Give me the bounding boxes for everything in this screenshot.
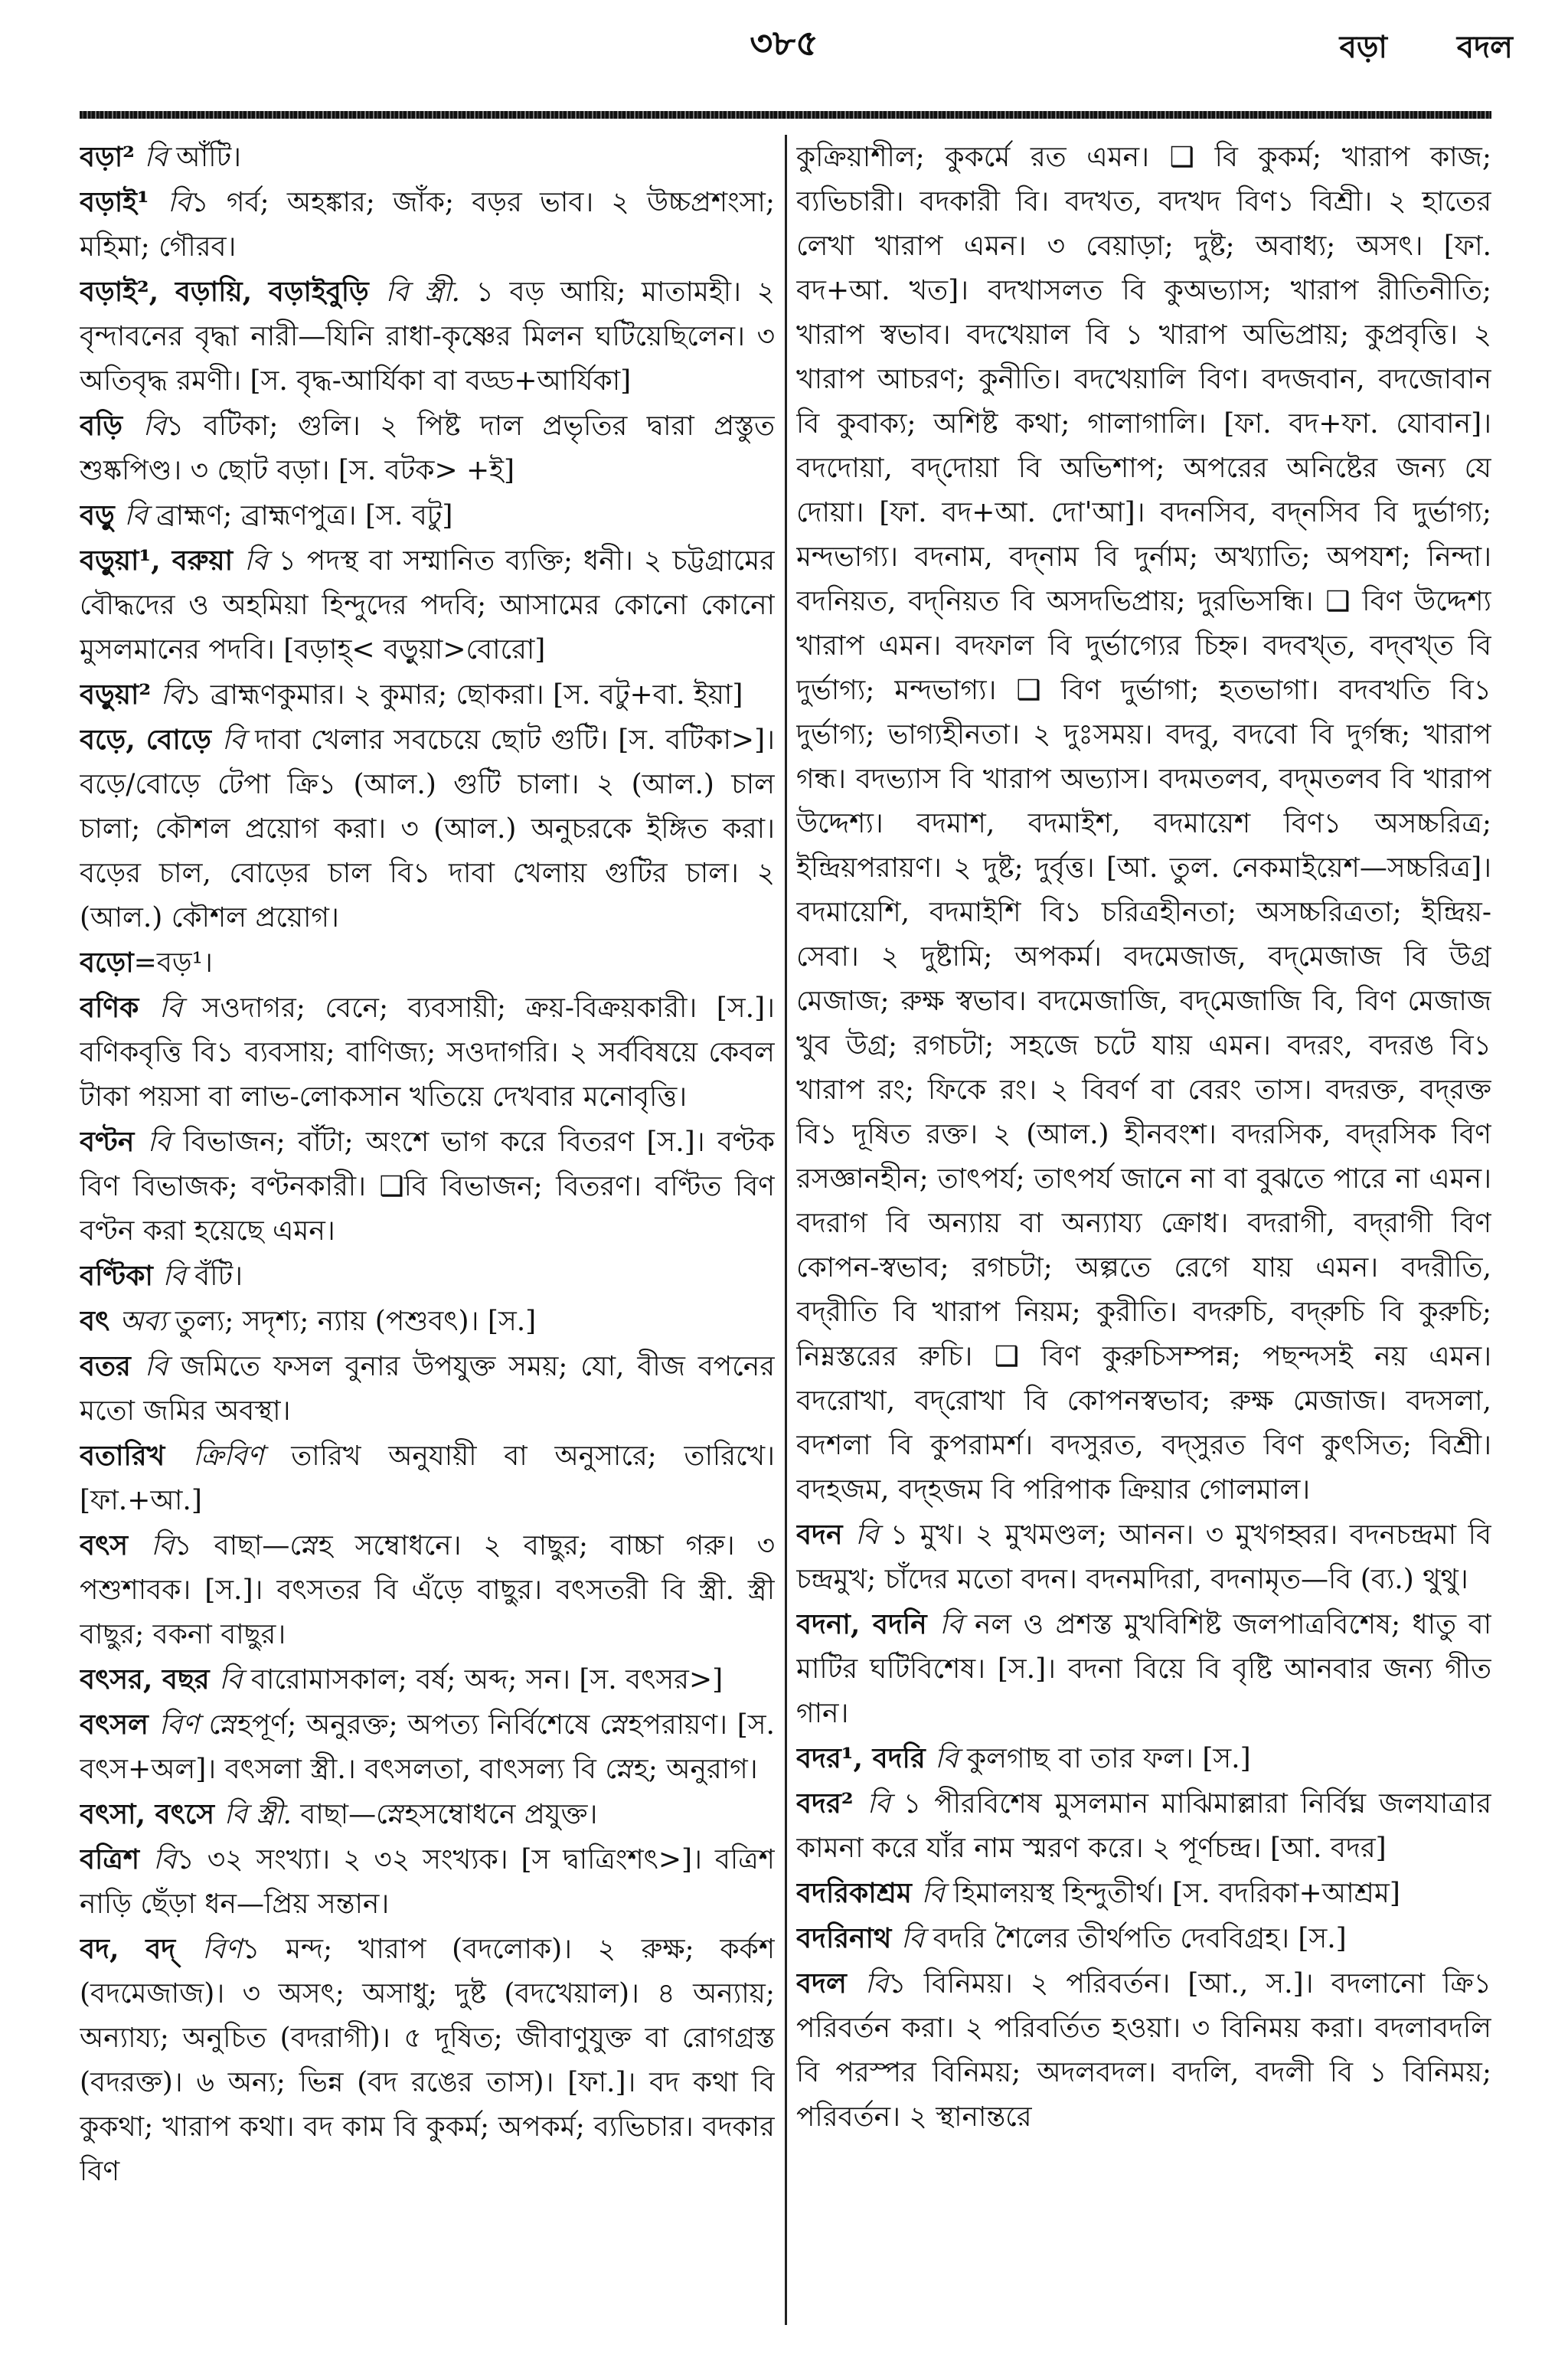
definition: নল ও প্রশস্ত মুখবিশিষ্ট জলপাত্রবিশেষ; ধাতু বা মাটির ঘটিবিশেষ। [স.]। বদনা বিয়ে বি বৃষ্টি আনবার জন্য গীত গান। [796, 1609, 1491, 1729]
headword: বড়ু [80, 499, 125, 531]
definition: ১ ৩২ সংখ্যা। ২ ৩২ সংখ্যক। [স দ্বাত্রিংশৎ>]। বত্রিশ নাড়ি ছেঁড়া ধন—প্রিয় সন্তান। [80, 1844, 775, 1920]
headword: বতারিখ [80, 1440, 194, 1472]
definition: স্নেহপূর্ণ; অনুরক্ত; অপত্য নির্বিশেষে স্নেহপরায়ণ। [স. বৎস+অল]। বৎসলা স্ত্রী.। বৎসলতা, বাৎসল্য বি স্নেহ; অনুরাগ। [80, 1709, 775, 1785]
dictionary-entry [80, 672, 775, 718]
part-of-speech: বি [142, 410, 166, 442]
part-of-speech: বি [167, 187, 191, 218]
headword: বদর² [796, 1787, 867, 1820]
columns [80, 135, 1491, 2325]
part-of-speech: বি [900, 1923, 933, 1954]
headword: বড়ি [80, 410, 143, 442]
dictionary-entry [796, 1602, 1491, 1736]
dictionary-entry [80, 1657, 775, 1702]
dictionary-entry [80, 986, 775, 1120]
definition: ১ ব্রাহ্মণকুমার। ২ কুমার; ছোকরা। [স. বটু+বা. ইয়া] [184, 679, 743, 711]
part-of-speech: বি [244, 545, 279, 577]
dictionary-entry [80, 1837, 775, 1927]
definition: তারিখ অনুযায়ী বা অনুসারে; তারিখে। [ফা.+আ.] [80, 1440, 775, 1516]
dictionary-entry [796, 1871, 1491, 1916]
definition: কুক্রিয়াশীল; কুকর্মে রত এমন। ❑ বি কুকর্ম; খারাপ কাজ; ব্যভিচারী। বদকারী বি। বদখত, বদখদ বিণ১ বিশ্রী। ২ হাতের লেখা খারাপ এমন। ৩ বেয়াড়া; দুষ্ট; অবাধ্য; অসৎ। [ফা. বদ+আ. খত]। বদখাসলত বি কুঅভ্যাস; খারাপ রীতিনীতি; খারাপ স্বভাব। বদখেয়াল বি ১ খারাপ অভিপ্রায়; কুপ্রবৃত্তি। ২ খারাপ আচরণ; কুনীতি। বদখেয়ালি বিণ। বদজবান, বদজোবান বি কুবাক্য; অশিষ্ট কথা; গালাগালি। [ফা. বদ+ফা. যোবান]। বদদোয়া, বদ্‌দোয়া বি অভিশাপ; অপরের অনিষ্টের জন্য যে দোয়া। [ফা. বদ+আ. দো'আ]। বদনসিব, বদ্‌নসিব বি দুর্ভাগ্য; মন্দভাগ্য। বদনাম, বদ্‌নাম বি দুর্নাম; অখ্যাতি; অপযশ; নিন্দা। বদনিয়ত, বদ্‌নিয়ত বি অসদভিপ্রায়; দুরভিসন্ধি। ❑ বিণ উদ্দেশ্য খারাপ এমন। বদফাল বি দুর্ভাগ্যের চিহ্ন। বদবখ্‌ত, বদ্‌বখ্‌ত বি দুর্ভাগ্য; মন্দভাগ্য। ❑ বিণ দুর্ভাগা; হতভাগা। বদবখতি বি১ দুর্ভাগ্য; ভাগ্যহীনতা। ২ দুঃসময়। বদবু, বদবো বি দুর্গন্ধ; খারাপ গন্ধ। বদভ্যাস বি খারাপ অভ্যাস। বদমতলব, বদ্‌মতলব বি খারাপ উদ্দেশ্য। বদমাশ, বদমাইশ, বদমায়েশ বিণ১ অসচ্চরিত্র; ইন্দ্রিয়পরায়ণ। ২ দুষ্ট; দুর্বৃত্ত। [আ. তুল. নেকমাইয়েশ—সচ্চরিত্র]। বদমায়েশি, বদমাইশি বি১ চরিত্রহীনতা; অসচ্চরিত্রতা; ইন্দ্রিয়-সেবা। ২ দুষ্টামি; অপকর্ম। বদমেজাজ, বদ্‌মেজাজ বি উগ্র মেজাজ; রুক্ষ স্বভাব। বদমেজাজি, বদ্‌মেজাজি বি, বিণ মেজাজ খুব উগ্র; রগচটা; সহজে চটে যায় এমন। বদরং, বদরঙ বি১ খারাপ রং; ফিকে রং। ২ বিবর্ণ বা বেরং তাস। বদরক্ত, বদ্‌রক্ত বি১ দূষিত রক্ত। ২ (আল.) হীনবংশ। বদরসিক, বদ্‌রসিক বিণ রসজ্ঞানহীন; তাৎপর্য; তাৎপর্য জানে না বা বুঝতে পারে না এমন। বদরাগ বি অন্যায় বা অন্যায্য ক্রোধ। বদরাগী, বদ্‌রাগী বিণ কোপন-স্বভাব; রগচটা; অল্পতে রেগে যায় এমন। বদরীতি, বদ্‌রীতি বি খারাপ নিয়ম; কুরীতি। বদরুচি, বদ্‌রুচি বি কুরুচি; নিম্নস্তরের রুচি। ❑ বিণ কুরুচিসম্পন্ন; পছন্দসই নয় এমন। বদরোখা, বদ্‌রোখা বি কোপনস্বভাব; রুক্ষ মেজাজ। বদসলা, বদশলা বি কুপরামর্শ। বদসুরত, বদ্‌সুরত বিণ কুৎসিত; বিশ্রী। বদহজম, বদ্‌হজম বি পরিপাক ক্রিয়ার গোলমাল। [796, 142, 1491, 1506]
dictionary-entry [80, 1702, 775, 1792]
page-number: ৩৮৫ [750, 22, 818, 64]
definition: ১ পদস্থ বা সম্মানিত ব্যক্তি; ধনী। ২ চট্টগ্রামের বৌদ্ধদের ও অহমিয়া হিন্দুদের পদবি; আসামের কোনো কোনো মুসলমানের পদবি। [বড়াহ্< বড়ুয়া>বোরো] [80, 545, 775, 665]
headword: বদল [796, 1967, 865, 2000]
headword: বণ্টিকা [80, 1260, 163, 1292]
definition: দাবা খেলার সবচেয়ে ছোট গুটি। [স. বটিকা>]। বড়ে/বোড়ে টেপা ক্রি১ (আল.) গুটি চালা। ২ (আল.) চাল চালা; কৌশল প্রয়োগ করা। ৩ (আল.) অনুচরকে ইঙ্গিত করা। বড়ের চাল, বোড়ের চাল বি১ দাবা খেলায় গুটির চাল। ২ (আল.) কৌশল প্রয়োগ। [80, 724, 775, 934]
part-of-speech: বিণ [201, 1934, 243, 1965]
definition: =বড়¹। [133, 947, 213, 979]
dictionary-entry [796, 1781, 1491, 1871]
headword: বৎস [80, 1529, 152, 1561]
headword: বদন [796, 1519, 856, 1551]
definition: বাছা—স্নেহসম্বোধনে প্রযুক্ত। [300, 1799, 598, 1830]
dictionary-entry [80, 1523, 775, 1657]
dictionary-entry [80, 1434, 775, 1523]
dictionary-entry [796, 135, 1491, 1512]
part-of-speech: বি স্ত্রী. [224, 1799, 301, 1830]
dictionary-entry [80, 404, 775, 493]
dictionary-entry [80, 718, 775, 940]
definition: কুলগাছ বা তার ফল। [স.] [966, 1743, 1251, 1774]
part-of-speech: বিণ [158, 1709, 209, 1741]
definition: ১ বাছা—স্নেহ সম্বোধনে। ২ বাছুর; বাচ্চা গরু। ৩ পশুশাবক। [স.]। বৎসতর বি এঁড়ে বাছুর। বৎসতরী বি স্ত্রী. স্ত্রী বাছুর; বকনা বাছুর। [80, 1530, 775, 1650]
dictionary-entry [796, 1736, 1491, 1781]
left-column [80, 135, 775, 2325]
headword: বদরিকাশ্রম [796, 1877, 922, 1909]
dictionary-entry [80, 940, 775, 986]
headword: বদনা, বদনি [796, 1608, 940, 1640]
part-of-speech: বি [935, 1743, 967, 1774]
dictionary-entry [80, 1792, 775, 1837]
dictionary-entry [80, 135, 775, 180]
dictionary-entry [796, 1916, 1491, 1961]
part-of-speech: বি [939, 1609, 975, 1640]
part-of-speech: বি [160, 679, 185, 711]
headword: বৎসর, বছর [80, 1663, 220, 1695]
definition: বিভাজন; বাঁটা; অংশে ভাগ করে বিতরণ [স.]। বণ্টক বিণ বিভাজক; বণ্টনকারী। ❑বি বিভাজন; বিতরণ। বণ্টিত বিণ বণ্টন করা হয়েছে এমন। [80, 1127, 775, 1247]
part-of-speech: অব্য [119, 1306, 175, 1337]
part-of-speech: বি [144, 142, 177, 173]
headword: বড়া² [80, 141, 145, 173]
headword: বণ্টন [80, 1126, 148, 1158]
definition: বদরি শৈলের তীর্থপতি দেববিগ্রহ। [স.] [933, 1923, 1347, 1954]
definition: ১ বটিকা; গুলি। ২ পিষ্ট দাল প্রভৃতির দ্বারা প্রস্তুত শুষ্কপিণ্ড। ৩ ছোট বড়া। [স. বটক> +ই] [80, 410, 775, 486]
definition: ১ মুখ। ২ মুখমণ্ডল; আনন। ৩ মুখগহ্বর। বদনচন্দ্রমা বি চন্দ্রমুখ; চাঁদের মতো বদন। বদনমদিরা, বদনামৃত—বি (ব্য.) থুথু। [796, 1519, 1491, 1595]
guide-word-first: বড়া [1339, 29, 1387, 65]
part-of-speech: বি [162, 1261, 195, 1292]
headword: বড়ুয়া¹, বরুয়া [80, 544, 245, 577]
definition: ১ গর্ব; অহঙ্কার; জাঁক; বড়র ভাব। ২ উচ্চপ্রশংসা; মহিমা; গৌরব। [80, 187, 775, 263]
headword: বণিক [80, 992, 159, 1024]
part-of-speech: বি [221, 724, 256, 756]
definition: হিমালয়স্থ হিন্দুতীর্থ। [স. বদরিকা+আশ্রম] [953, 1878, 1400, 1909]
part-of-speech: বি স্ত্রী. [385, 276, 476, 308]
part-of-speech: বি [219, 1664, 251, 1695]
definition: সওদাগর; বেনে; ব্যবসায়ী; ক্রয়-বিক্রয়কারী। [স.]। বণিকবৃত্তি বি১ ব্যবসায়; বাণিজ্য; সওদাগরি। ২ সর্ববিষয়ে কেবল টাকা পয়সা বা লাভ-লোকসান খতিয়ে দেখবার মনোবৃত্তি। [80, 992, 775, 1113]
part-of-speech: বি [147, 1127, 184, 1158]
header-rule [80, 111, 1491, 119]
headword: বৎ [80, 1305, 119, 1337]
dictionary-entry [80, 538, 775, 672]
headword: বড়াই², বড়ায়ি, বড়াইবুড়ি [80, 276, 386, 308]
definition: আঁটি। [176, 142, 242, 173]
part-of-speech: বি [151, 1530, 175, 1561]
headword: বড়ো [80, 947, 134, 979]
part-of-speech: বি [855, 1519, 890, 1551]
definition: তুল্য; সদৃশ্য; ন্যায় (পশুবৎ)। [স.] [175, 1306, 537, 1337]
dictionary-entry [80, 1344, 775, 1434]
definition: বারোমাসকাল; বর্ষ; অব্দ; সন। [স. বৎসর>] [250, 1664, 724, 1695]
dictionary-entry [796, 1961, 1491, 2140]
definition: ব্রাহ্মণ; ব্রাহ্মণপুত্র। [স. বটু] [156, 500, 453, 531]
headword: বদর¹, বদরি [796, 1742, 936, 1774]
definition: ১ বিনিময়। ২ পরিবর্তন। [আ., স.]। বদলানো ক্রি১ পরিবর্তন করা। ২ পরিবর্তিত হওয়া। ৩ বিনিময় করা। বদলাবদলি বি পরস্পর বিনিময়; অদলবদল। বদলি, বদলী বি ১ বিনিময়; পরিবর্তন। ২ স্থানান্তরে [796, 1968, 1491, 2133]
headword: বড়ে, বোড়ে [80, 724, 222, 756]
headword: বত্রিশ [80, 1843, 154, 1875]
headword: বৎসল [80, 1709, 159, 1741]
right-column [796, 135, 1491, 2325]
part-of-speech: বি [124, 500, 157, 531]
part-of-speech: বি [158, 992, 202, 1024]
dictionary-entry [80, 1299, 775, 1344]
dictionary-entry [80, 270, 775, 404]
part-of-speech: বি [153, 1844, 177, 1875]
definition: জমিতে ফসল বুনার উপযুক্ত সময়; যো, বীজ বপনের মতো জমির অবস্থা। [80, 1351, 775, 1427]
definition: ১ বড় আয়ি; মাতামহী। ২ বৃন্দাবনের বৃদ্ধা নারী—যিনি রাধা-কৃষ্ণের মিলন ঘটিয়েছিলেন। ৩ অতিবৃদ্ধ রমণী। [স. বৃদ্ধ-আর্যিকা বা বড্ড+আর্যিকা] [80, 276, 775, 397]
part-of-speech: বি [144, 1351, 181, 1382]
headword: বৎসা, বৎসে [80, 1798, 224, 1830]
part-of-speech: বি [867, 1788, 903, 1820]
dictionary-entry [80, 1254, 775, 1299]
page-header [0, 0, 1568, 115]
headword: বড়াই¹ [80, 186, 168, 218]
headword: বদরিনাথ [796, 1922, 901, 1954]
guide-word-last: বদল [1456, 29, 1513, 65]
definition: ১ পীরবিশেষ মুসলমান মাঝিমাল্লারা নির্বিঘ্ন জলযাত্রার কামনা করে যাঁর নাম স্মরণ করে। ২ পূর্ণচন্দ্র। [আ. বদর] [796, 1788, 1491, 1864]
dictionary-entry [80, 493, 775, 538]
dictionary-entry [80, 1927, 775, 2194]
part-of-speech: ক্রিবিণ [193, 1440, 292, 1472]
dictionary-entry [80, 180, 775, 270]
dictionary-entry [796, 1512, 1491, 1602]
part-of-speech: বি [864, 1968, 889, 2000]
definition: বঁটি। [194, 1261, 243, 1292]
dictionary-entry [80, 1120, 775, 1254]
part-of-speech: বি [921, 1878, 954, 1909]
headword: বতর [80, 1350, 145, 1382]
headword: বদ, বদ্ [80, 1933, 202, 1965]
definition: ১ মন্দ; খারাপ (বদলোক)। ২ রুক্ষ; কর্কশ (বদমেজাজ)। ৩ অসৎ; অসাধু; দুষ্ট (বদখেয়াল)। ৪ অন্যায়; অন্যায্য; অনুচিত (বদরাগী)। ৫ দূষিত; জীবাণুযুক্ত বা রোগগ্রস্ত (বদরক্ত)। ৬ অন্য; ভিন্ন (বদ রঙের তাস)। [ফা.]। বদ কথা বি কুকথা; খারাপ কথা। বদ কাম বি কুকর্ম; অপকর্ম; ব্যভিচার। বদকার বিণ [80, 1934, 775, 2187]
headword: বড়ুয়া² [80, 679, 161, 711]
column-divider [785, 135, 787, 2325]
